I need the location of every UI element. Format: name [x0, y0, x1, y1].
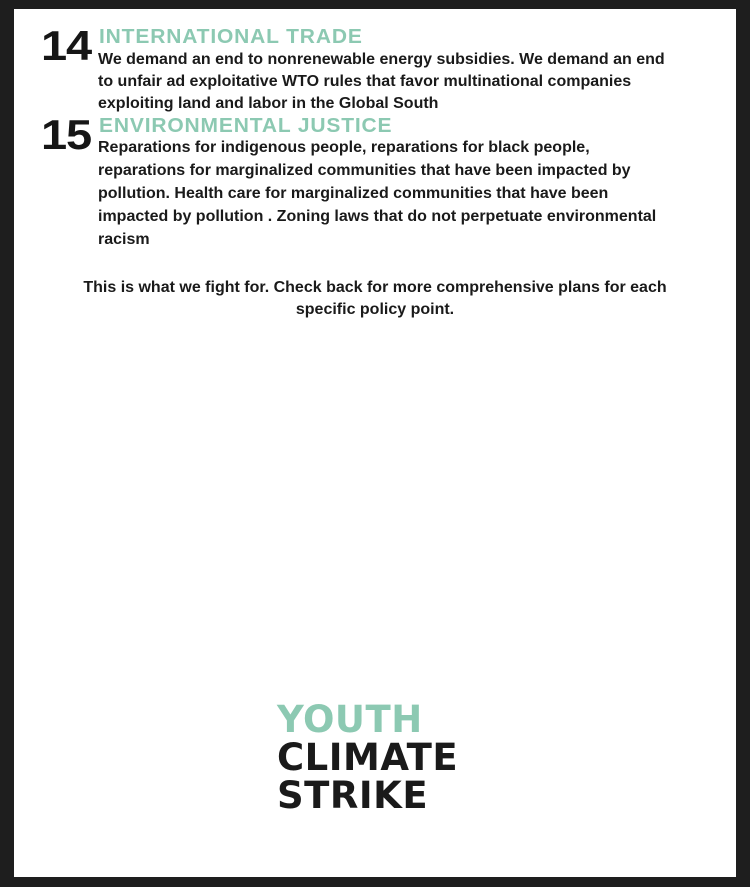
policy-page — [14, 9, 736, 877]
policy-text-line: exploiting land and labor in the Global South — [98, 95, 439, 112]
policy-text-line: impacted by pollution . Zoning laws that do not perpetuate environmental — [98, 208, 657, 225]
youth-climate-strike-logo — [277, 698, 517, 817]
logo-word-youth: YOUTH — [277, 698, 423, 741]
policy-text-line: pollution. Health care for marginalized communities that have been — [98, 185, 609, 202]
logo-word-climate: CLIMATE — [277, 736, 459, 779]
logo-word-strike: STRIKE — [277, 774, 429, 817]
closing-line: specific policy point. — [295, 301, 455, 318]
policy-heading: ENVIRONMENTAL JUSTICE — [99, 115, 393, 137]
closing-line: This is what we fight for. Check back for more comprehensive plans for each — [83, 279, 667, 296]
policy-text-line: We demand an end to nonrenewable energy subsidies. We demand an end — [98, 51, 665, 68]
policy-item-14 — [14, 23, 736, 113]
policy-text-line: Reparations for indigenous people, reparations for black people, — [98, 139, 590, 156]
policy-text-line: racism — [98, 231, 150, 248]
policy-item-15 — [14, 112, 736, 252]
policy-number: 15 — [41, 111, 92, 158]
policy-number: 14 — [41, 22, 92, 69]
policy-text-line: reparations for marginalized communities that have been impacted by — [98, 162, 631, 179]
policy-heading: INTERNATIONAL TRADE — [99, 26, 363, 48]
closing-statement — [42, 277, 708, 321]
policy-text-line: to unfair ad exploitative WTO rules that favor multinational companies — [98, 73, 632, 90]
